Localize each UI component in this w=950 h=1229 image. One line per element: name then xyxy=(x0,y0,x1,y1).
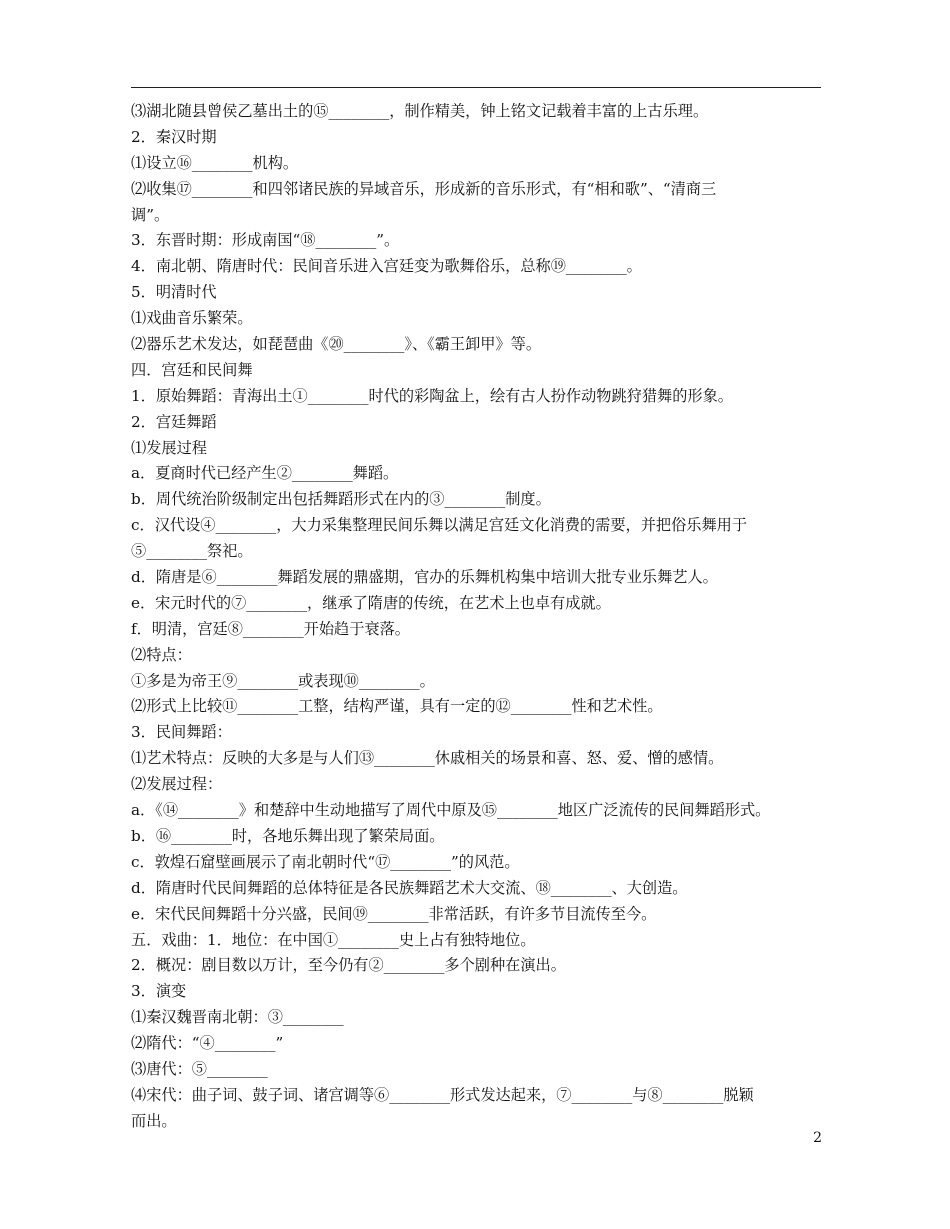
text-line: 3．东晋时期：形成南国“⑱________”。 xyxy=(131,231,400,250)
text-line: ⑷宋代：曲子词、鼓子词、诸宫调等⑥________形式发达起来，⑦________与⑧________脱颖 xyxy=(131,1085,754,1104)
text-line: d．隋唐时代民间舞蹈的总体特征是各民族舞蹈艺术大交流、⑱________、大创造。 xyxy=(131,878,688,897)
text-line: ⑶湖北随县曾侯乙墓出土的⑮________，制作精美，钟上铭文记载着丰富的上古乐理。 xyxy=(131,102,709,120)
page-number: 2 xyxy=(813,1130,822,1146)
text-line: 调”。 xyxy=(131,205,170,224)
section-heading: 2．宫廷舞蹈 xyxy=(131,412,217,431)
text-line: b．周代统治阶级制定出包括舞蹈形式在内的③________制度。 xyxy=(131,490,551,509)
text-line: a．夏商时代已经产生②________舞蹈。 xyxy=(131,464,399,483)
text-line: c．敦煌石窟壁画展示了南北朝时代“⑰________”的风范。 xyxy=(131,852,520,871)
text-line: ⑴秦汉魏晋南北朝：③________ xyxy=(131,1008,344,1027)
text-line: ⑵隋代：“④________” xyxy=(131,1034,284,1053)
text-line: f．明清，宫廷⑧________开始趋于衰落。 xyxy=(131,619,410,638)
section-heading: 3．演变 xyxy=(131,982,187,1001)
text-line: ⑴戏曲音乐繁荣。 xyxy=(131,309,253,328)
text-line: d．隋唐是⑥________舞蹈发展的鼎盛期，官办的乐舞机构集中培训大批专业乐舞艺人。 xyxy=(131,568,718,587)
text-line: e．宋元时代的⑦________，继承了隋唐的传统，在艺术上也卓有成就。 xyxy=(131,593,611,612)
text-line: ⑵发展过程： xyxy=(131,775,223,794)
section-heading: 2．秦汉时期 xyxy=(131,127,217,146)
text-line: 2．概况：剧目数以万计，至今仍有②________多个剧种在演出。 xyxy=(131,956,566,975)
text-line: ⑤________祭祀。 xyxy=(131,542,253,561)
text-line: b．⑯________时，各地乐舞出现了繁荣局面。 xyxy=(131,826,445,845)
text-line: ⑵收集⑰________和四邻诸民族的异域音乐，形成新的音乐形式，有“相和歌”、“清商三 xyxy=(131,179,717,198)
document-body xyxy=(131,99,823,1135)
text-line: 而出。 xyxy=(131,1111,177,1130)
text-line: ⑵器乐艺术发达，如琵琶曲《⑳________》、《霸王卸甲》等。 xyxy=(131,335,542,354)
section-heading: 3．民间舞蹈： xyxy=(131,723,232,742)
text-line: ⑵形式上比较⑪________工整，结构严谨，具有一定的⑫________性和艺术性。 xyxy=(131,697,663,716)
text-line: ⑴艺术特点：反映的大多是与人们⑬________休戚相关的场景和喜、怒、爱、憎的感情。 xyxy=(131,749,724,768)
text-line: 1．原始舞蹈：青海出土①________时代的彩陶盆上，绘有古人扮作动物跳狩猎舞的形象。 xyxy=(131,386,733,405)
chapter-heading: 五．戏曲：1．地位：在中国①________史上占有独特地位。 xyxy=(131,930,536,949)
chapter-heading: 四．宫廷和民间舞 xyxy=(131,360,253,379)
text-line: ①多是为帝王⑨________或表现⑩________。 xyxy=(131,671,435,690)
header-rule xyxy=(131,87,821,88)
text-line: ⑵特点： xyxy=(131,645,192,664)
text-line: 4．南北朝、隋唐时代：民间音乐进入宫廷变为歌舞俗乐，总称⑲________。 xyxy=(131,257,642,276)
text-line: ⑴发展过程 xyxy=(131,438,207,457)
text-line: a．《⑭________》和楚辞中生动地描写了周代中原及⑮________地区广泛流传的民间舞蹈形式。 xyxy=(131,801,771,820)
text-line: c．汉代设④________，大力采集整理民间乐舞以满足宫廷文化消费的需要，并把俗乐舞用于 xyxy=(131,516,748,535)
section-heading: 5．明清时代 xyxy=(131,283,217,302)
text-line: e．宋代民间舞蹈十分兴盛，民间⑲________非常活跃，有许多节目流传至今。 xyxy=(131,904,657,923)
text-line: ⑴设立⑯________机构。 xyxy=(131,153,299,172)
text-line: ⑶唐代：⑤________ xyxy=(131,1059,268,1078)
